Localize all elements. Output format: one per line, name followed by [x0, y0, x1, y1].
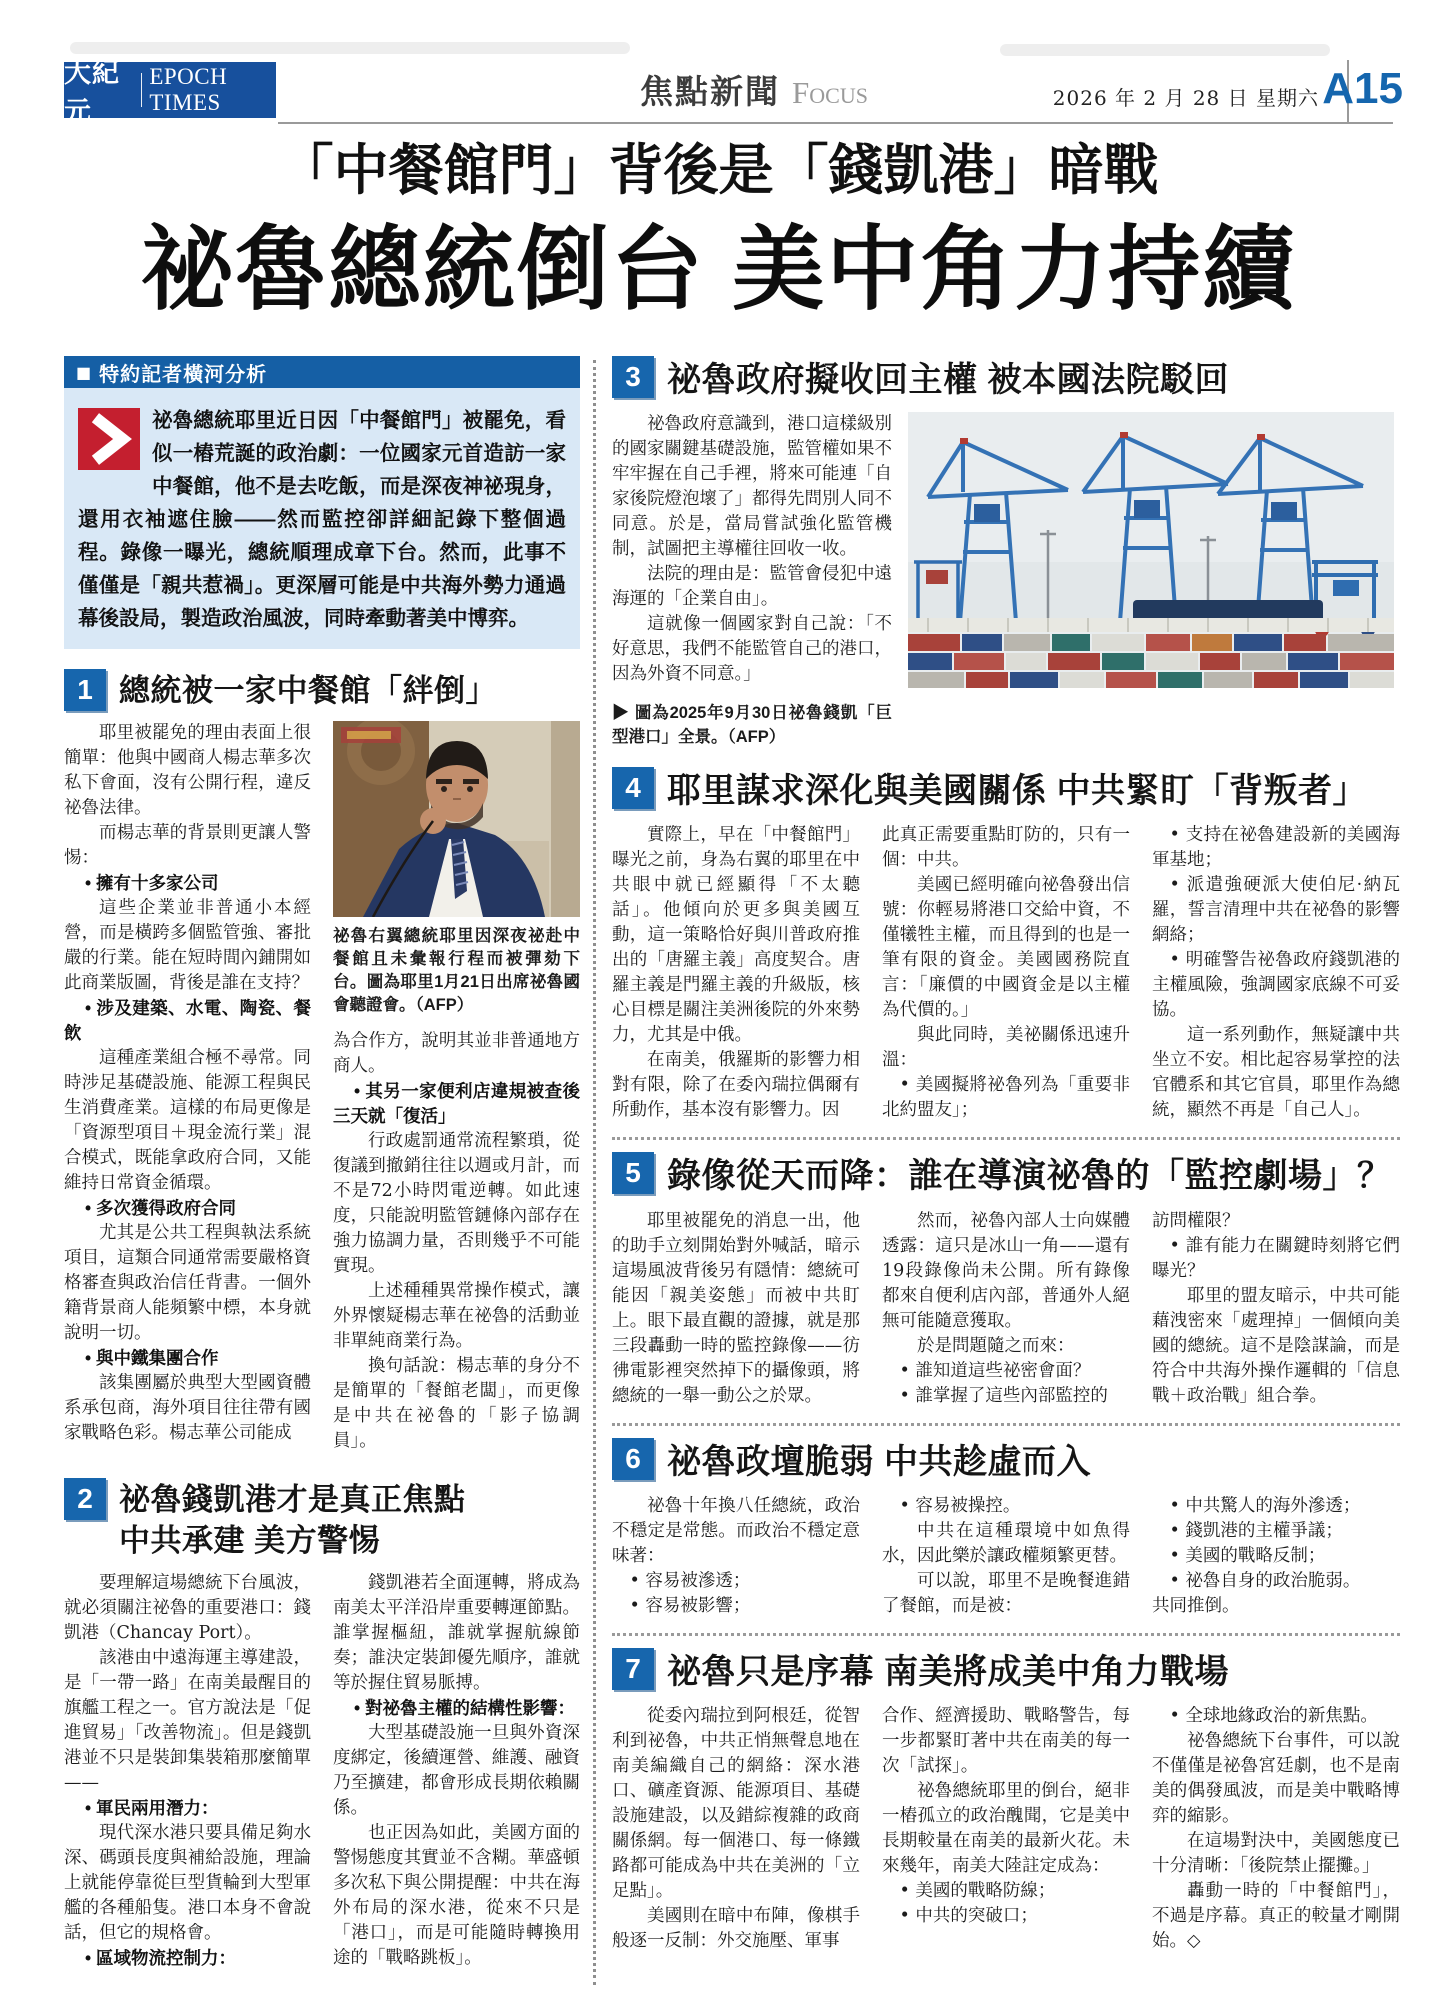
issue-date: 2026 年 2 月 28 日 星期六 — [1052, 86, 1319, 110]
section1-title: 總統被一家中餐館「絆倒」 — [119, 673, 497, 708]
logo-chinese: 大紀元 — [64, 58, 120, 128]
left-column-block — [64, 356, 580, 1971]
section2-title-line2: 中共承建 美方警惕 — [119, 1522, 381, 1558]
section-banner — [544, 66, 964, 113]
paragraph: • 中共的突破口； — [899, 1905, 1038, 1926]
square-bullet-icon: ■ — [76, 362, 92, 382]
paragraph: • 容易被影響； — [629, 1595, 751, 1616]
section-divider-rule — [612, 1423, 1400, 1426]
page-number: A15 — [1322, 64, 1403, 113]
section-divider-rule — [612, 1633, 1400, 1636]
paragraph: 耶里的盟友暗示，中共可能藉洩密來「處理掉」一個傾向美國的總統。這不是陰謀論，而是符合中共海外操作邏輯的「信息戰＋政治戰」組合拳。 — [1152, 1285, 1400, 1406]
paragraph: • 涉及建築、水電、陶瓷、餐飲 — [64, 998, 311, 1044]
paragraph: 美國則在暗中布陣，像棋手般逐一反制：外交施壓、軍事 — [612, 1905, 860, 1951]
paragraph: 從委內瑞拉到阿根廷，從智利到祕魯，中共正悄無聲息地在南美編織自己的網絡：深水港口、礦產資源、能源項目、基礎設施建設，以及錯綜複雜的政商關係網。每一個港口、每一條鐵路都可能成為中共在美洲的「立足點」。 — [612, 1705, 860, 1901]
paragraph: 與此同時，美祕關係迅速升溫： — [882, 1025, 1130, 1071]
paragraph: 祕魯總統下台事件，可以說不僅僅是祕魯宮廷劇，也不是南美的偶發風波，而是美中戰略博弈的縮影。 — [1152, 1730, 1400, 1826]
paragraph: 法院的理由是：監管會侵犯中遠海運的「企業自由」。 — [612, 564, 892, 610]
paragraph: 耶里被罷免的理由表面上很簡單：他與中國商人楊志華多次私下會面，沒有公開行程，違反祕魯法律。 — [64, 723, 311, 819]
paragraph: • 全球地緣政治的新焦點。 — [1169, 1705, 1378, 1726]
paragraph: 這一系列動作，無疑讓中共坐立不安。相比起容易掌控的法官體系和其它官員，耶里作為總統，顯然不再是「自己人」。 — [1152, 1025, 1400, 1121]
paragraph: • 支持在祕魯建設新的美國海軍基地； — [1152, 825, 1400, 871]
section1-heading — [64, 669, 580, 711]
logo-english: EPOCH TIMES — [149, 64, 228, 115]
masthead — [64, 58, 1403, 128]
paragraph: • 與中鐵集團合作 — [85, 1348, 219, 1369]
paragraph: 現代深水港只要具備足夠水深、碼頭長度與補給設施，理論上就能停靠從巨型貨輪到大型軍艦的各種船隻。港口本身不會說話，但它的規格會。 — [64, 1822, 311, 1943]
column-divider — [593, 360, 596, 1985]
section2-title-line1: 祕魯錢凱港才是真正焦點 — [119, 1482, 466, 1518]
president-photo-figure — [333, 721, 580, 1017]
section1-body — [64, 721, 580, 1454]
section5-heading — [612, 1152, 1400, 1198]
section6-col2 — [882, 1494, 1130, 1619]
paragraph: 在南美，俄羅斯的影響力相對有限，除了在委內瑞拉偶爾有所動作，基本沒有影響力。因 — [612, 1050, 860, 1121]
section6-title: 祕魯政壇脆弱 中共趁虛而入 — [667, 1442, 1091, 1481]
paragraph: • 區域物流控制力： — [85, 1947, 236, 1968]
paragraph: 然而，祕魯內部人士向媒體透露：這只是冰山一角——還有19段錄像尚未公開。所有錄像都來自便利店內部，普通外人絕無可能隨意獲取。 — [882, 1210, 1130, 1331]
section6-col3 — [1152, 1494, 1400, 1619]
section3-body — [612, 412, 1400, 749]
port-photo-figure — [908, 412, 1400, 749]
paragraph: 錢凱港若全面運轉，將成為南美太平洋沿岸重要轉運節點。誰掌握樞紐，誰就掌握航線節奏；誰決定裝卸優先順序，誰就等於握住貿易脈搏。 — [333, 1572, 580, 1693]
paragraph: • 容易被滲透； — [629, 1570, 751, 1591]
section4-title: 耶里謀求深化與美國關係 中共緊盯「背叛者」 — [667, 772, 1367, 811]
paragraph: • 祕魯自身的政治脆弱。 — [1169, 1570, 1361, 1591]
scan-artifact — [70, 42, 630, 54]
paragraph: 這種產業組合極不尋常。同時涉足基礎設施、能源工程與民生消費產業。這樣的布局更像是「資源型項目＋現金流行業」混合模式，既能拿政府合同，又能維持日常資金循環。 — [64, 1048, 311, 1194]
paragraph: 上述種種異常操作模式，讓外界懷疑楊志華在祕魯的活動並非單純商業行為。 — [333, 1281, 580, 1352]
section2-title — [119, 1478, 466, 1561]
right-column-block — [612, 356, 1400, 1954]
paragraph: 美國已經明確向祕魯發出信號：你輕易將港口交給中資，不僅犧牲主權，而且得到的也是一筆有限的資金。美國國務院直言：「廉價的中國資金是以主權為代價的。」 — [882, 875, 1130, 1021]
paragraph: 這就像一個國家對自己說：「不好意思，我們不能監管自己的港口，因為外資不同意。」 — [612, 614, 892, 685]
section5-col3 — [1152, 1209, 1400, 1409]
paragraph: 這些企業並非普通小本經營，而是橫跨多個監管強、審批嚴的行業。能在短時間內鋪開如此商業版圖，背後是誰在支持？ — [64, 898, 311, 994]
section-name-cn: 焦點新聞 — [640, 73, 781, 110]
main-headline: 祕魯總統倒台 美中角力持續 — [140, 219, 1297, 321]
paragraph: 於是問題隨之而來： — [917, 1335, 1075, 1356]
section3-heading — [612, 356, 1400, 402]
analysis-intro-text: 祕魯總統耶里近日因「中餐館門」被罷免，看似一樁荒誕的政治劇：一位國家元首造訪一家中餐館，他不是去吃飯，而是深夜神祕現身，還用衣袖遮住臉——然而監控卻詳細記錄下整個過程。錄像一曝光，總統順理成章下台。然而，此事不僅僅是「親共惹禍」。更深層可能是中共海外勢力通過幕後設局，製造政治風波，同時牽動著美中博弈。 — [78, 409, 566, 630]
section7-col1 — [612, 1704, 860, 1954]
logo-divider — [141, 73, 142, 107]
president-photo — [333, 721, 580, 917]
section4-body — [612, 823, 1400, 1123]
paragraph: • 多次獲得政府合同 — [85, 1198, 236, 1219]
paragraph: 祕魯政府意識到，港口這樣級別的國家關鍵基礎設施，監管權如果不牢牢握在自己手裡，將來可能連「自家後院燈泡壞了」都得先問別人同不同意。於是，當局嘗試強化監管機制，試圖把主導權往回收一收。 — [612, 414, 892, 560]
paragraph: 轟動一時的「中餐館門」，不過是序幕。真正的較量才剛開始。◇ — [1152, 1880, 1400, 1951]
section4-heading — [612, 767, 1400, 813]
section1-col2 — [333, 721, 580, 1454]
kicker-headline: 「中餐館門」背後是「錢凱港」暗戰 — [278, 139, 1159, 201]
section7-col2 — [882, 1704, 1130, 1954]
section6-heading — [612, 1438, 1400, 1484]
paragraph: 該集團屬於典型大型國資體系承包商，海外項目往往帶有國家戰略色彩。楊志華公司能成 — [64, 1373, 311, 1444]
paragraph: • 軍民兩用潛力： — [85, 1797, 219, 1818]
section7-title: 祕魯只是序幕 南美將成美中角力戰場 — [667, 1652, 1229, 1691]
paragraph: 該港由中遠海運主導建設，是「一帶一路」在南美最醒目的旗艦工程之一。官方說法是「促進貿易」「改善物流」。但是錢凱港並不只是裝卸集裝箱那麼簡單—— — [64, 1647, 311, 1793]
port-photo — [908, 412, 1394, 688]
paragraph: 大型基礎設施一旦與外資深度綁定，後續運營、維護、融資乃至擴建，都會形成長期依賴關係。 — [333, 1722, 580, 1818]
section5-title: 錄像從天而降：誰在導演祕魯的「監控劇場」？ — [667, 1157, 1392, 1196]
paragraph: • 誰掌握了這些內部監控的 — [899, 1385, 1108, 1406]
paragraph: • 中共驚人的海外滲透； — [1169, 1495, 1361, 1516]
analysis-byline: 特約記者橫河分析 — [99, 363, 268, 386]
paragraph: 耶里被罷免的消息一出，他的助手立刻開始對外喊話，暗示這場風波背後另有隱情：總統可能因「親美姿態」而被中共盯上。眼下最直觀的證據，就是那三段轟動一時的監控錄像——彷彿電影裡突然掉下的攝像頭，將總統的一舉一動公之於眾。 — [612, 1210, 860, 1406]
section2-col2 — [333, 1571, 580, 1971]
scan-artifact — [1000, 44, 1330, 56]
paragraph: 祕魯十年換八任總統，政治不穩定是常態。而政治不穩定意味著： — [612, 1495, 860, 1566]
paragraph: 換句話說：楊志華的身分不是簡單的「餐館老闆」，而更像是中共在祕魯的「影子協調員」。 — [333, 1356, 580, 1452]
paragraph: • 錢凱港的主權爭議； — [1169, 1520, 1343, 1541]
section7-col3 — [1152, 1704, 1400, 1954]
section2-body — [64, 1571, 580, 1971]
paragraph: • 容易被操控。 — [899, 1495, 1021, 1516]
section7-number-badge: 7 — [612, 1648, 654, 1690]
section7-heading — [612, 1648, 1400, 1694]
paragraph: 合作、經濟援助、戰略警告，每一步都緊盯著中共在南美的每一次「試探」。 — [882, 1705, 1130, 1776]
section1-number-badge: 1 — [64, 669, 106, 711]
paragraph: 而楊志華的背景則更讓人警惕： — [64, 823, 311, 869]
paragraph: • 擁有十多家公司 — [85, 873, 219, 894]
paragraph: • 明確警告祕魯政府錢凱港的主權風險，強調國家底線不可妥協。 — [1152, 950, 1400, 1021]
section3-col1 — [612, 412, 892, 749]
section4-col2 — [882, 823, 1130, 1123]
section2-col1 — [64, 1571, 311, 1971]
paragraph: • 美國的戰略反制； — [1169, 1545, 1326, 1566]
paragraph: 共同推倒。 — [1152, 1595, 1240, 1616]
paragraph: 也正因為如此，美國方面的警惕態度其實並不含糊。華盛頓多次私下與公開提醒：中共在海外布局的深水港，從來不只是「港口」，而是可能隨時轉換用途的「戰略跳板」。 — [333, 1822, 580, 1968]
section2-number-badge: 2 — [64, 1478, 106, 1520]
paragraph: 可以說，耶里不是晚餐進錯了餐館，而是被： — [882, 1570, 1130, 1616]
paragraph: 行政處罰通常流程繁瑣，從復議到撤銷往往以週或月計，而不是72小時閃電逆轉。如此速度，只能說明監管鏈條內部存在強力協調力量，否則幾乎不可能實現。 — [333, 1131, 580, 1277]
paragraph: • 誰知道這些祕密會面？ — [899, 1360, 1091, 1381]
section5-number-badge: 5 — [612, 1152, 654, 1194]
paragraph: • 其另一家便利店違規被查後三天就「復活」 — [333, 1081, 580, 1127]
paragraph: 實際上，早在「中餐館門」曝光之前，身為右翼的耶里在中共眼中就已經顯得「不太聽話」。他傾向於更多與美國互動，這一策略恰好與川普政府推出的「唐羅主義」高度契合。唐羅主義是門羅主義的升級版，核心目標是關注美洲後院的外來勢力，尤其是中俄。 — [612, 825, 860, 1046]
paragraph: • 對祕魯主權的結構性影響： — [354, 1697, 575, 1718]
section7-body — [612, 1704, 1400, 1954]
section-divider-rule — [612, 1137, 1400, 1140]
paragraph: • 派遣強硬派大使伯尼·納瓦羅，誓言清理中共在祕魯的影響網絡； — [1152, 875, 1400, 946]
paragraph: • 誰有能力在關鍵時刻將它們曝光？ — [1152, 1235, 1400, 1281]
section4-col3 — [1152, 823, 1400, 1123]
epoch-times-logo — [64, 58, 276, 128]
paragraph: ▶ 圖為2025年9月30日祕魯錢凱「巨型港口」全景。（AFP） — [612, 704, 892, 747]
section2-heading — [64, 1478, 580, 1561]
section3-number-badge: 3 — [612, 356, 654, 398]
masthead-rule — [278, 122, 1393, 124]
section6-number-badge: 6 — [612, 1438, 654, 1480]
paragraph: 在這場對決中，美國態度已十分清晰：「後院禁止擺攤。」 — [1152, 1830, 1400, 1876]
analysis-intro-box — [64, 388, 580, 649]
section1-col2-text — [333, 1029, 580, 1454]
paragraph: 中共在這種環境中如魚得水，因此樂於讓政權頻繁更替。 — [882, 1520, 1130, 1566]
section5-col1 — [612, 1209, 860, 1409]
paragraph: 要理解這場總統下台風波，就必須關注祕魯的重要港口：錢凱港（Chancay Port）。 — [64, 1572, 311, 1643]
section6-col1 — [612, 1494, 860, 1619]
section-name-en: Focus — [792, 75, 868, 110]
section4-col1 — [612, 823, 860, 1123]
section5-body — [612, 1209, 1400, 1409]
section6-body — [612, 1494, 1400, 1619]
paragraph: 尤其是公共工程與執法系統項目，這類合同通常需要嚴格資格審查與政治信任背書。一個外籍背景商人能頻繁中標，本身就說明一切。 — [64, 1223, 311, 1344]
paragraph: 祕魯總統耶里的倒台，絕非一樁孤立的政治醜聞，它是美中長期較量在南美的最新火花。未來幾年，南美大陸註定成為： — [882, 1780, 1130, 1876]
section5-col2 — [882, 1209, 1130, 1409]
section3-title: 祕魯政府擬收回主權 被本國法院駁回 — [667, 361, 1229, 399]
section1-col1 — [64, 721, 311, 1454]
paragraph: 訪問權限？ — [1152, 1210, 1240, 1231]
paragraph: • 美國的戰略防線； — [899, 1880, 1056, 1901]
paragraph: • 美國擬將祕魯列為「重要非北約盟友」； — [882, 1075, 1130, 1121]
paragraph: 為合作方，說明其並非普通地方商人。 — [333, 1031, 580, 1077]
red-chevron-icon — [78, 408, 140, 470]
paragraph: 此真正需要重點盯防的，只有一個：中共。 — [882, 825, 1130, 871]
analysis-header-bar — [64, 356, 580, 388]
section4-number-badge: 4 — [612, 767, 654, 809]
president-photo-caption: 祕魯右翼總統耶里因深夜祕赴中餐館且未彙報行程而被彈劾下台。圖為耶里1月21日出席祕魯國會聽證會。（AFP） — [333, 927, 580, 1015]
